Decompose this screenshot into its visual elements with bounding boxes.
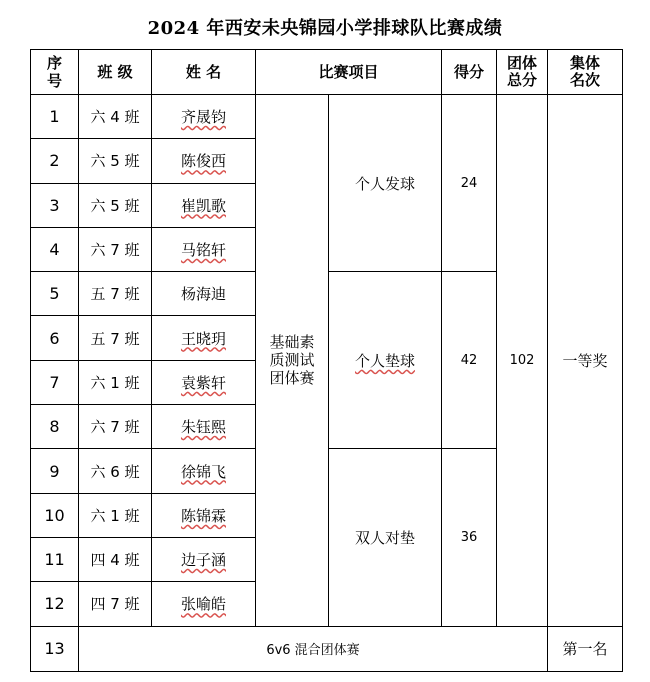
header-row bbox=[31, 50, 623, 95]
name-cell bbox=[152, 316, 256, 360]
header-team-total-text: 团体 总分 bbox=[507, 54, 538, 89]
name-cell bbox=[152, 227, 256, 271]
header-rank bbox=[548, 50, 623, 95]
name-cell bbox=[152, 405, 256, 449]
seq-cell: 1 bbox=[31, 95, 79, 139]
header-seq-text: 序 号 bbox=[46, 54, 62, 90]
student-name: 袁紫轩 bbox=[180, 373, 226, 392]
event-group-text: 基础素 质测试 团体赛 bbox=[269, 333, 315, 388]
page-title: 2024 年西安未央锦园小学排球队比赛成绩 bbox=[147, 18, 503, 39]
seq-cell: 3 bbox=[31, 183, 79, 227]
name-cell bbox=[152, 360, 256, 404]
event-group-cell bbox=[256, 95, 329, 627]
student-name: 张喻皓 bbox=[180, 595, 226, 614]
student-name: 陈锦霖 bbox=[180, 506, 226, 525]
seq-cell: 7 bbox=[31, 360, 79, 404]
header-rank-text: 集体 名次 bbox=[570, 54, 601, 89]
team-total-cell: 102 bbox=[497, 95, 548, 627]
class-cell: 六 5 班 bbox=[79, 139, 152, 183]
seq-cell: 2 bbox=[31, 139, 79, 183]
score-cell: 36 bbox=[442, 449, 497, 626]
name-cell bbox=[152, 139, 256, 183]
group-rank-cell: 一等奖 bbox=[548, 95, 623, 627]
seq-cell: 11 bbox=[31, 537, 79, 581]
class-cell: 六 7 班 bbox=[79, 405, 152, 449]
student-name: 齐晟钧 bbox=[180, 108, 226, 127]
student-name: 马铭轩 bbox=[180, 241, 226, 260]
score-cell: 24 bbox=[442, 95, 497, 272]
seq-cell: 8 bbox=[31, 405, 79, 449]
seq-cell: 4 bbox=[31, 227, 79, 271]
sub-event-cell: 个人发球 bbox=[329, 95, 442, 272]
team-match-rank-cell: 第一名 bbox=[548, 626, 623, 671]
student-name: 徐锦飞 bbox=[180, 462, 226, 481]
student-name: 王晓玥 bbox=[180, 329, 226, 348]
class-cell: 六 7 班 bbox=[79, 227, 152, 271]
class-cell: 五 7 班 bbox=[79, 316, 152, 360]
class-cell: 六 4 班 bbox=[79, 95, 152, 139]
sub-event-cell bbox=[329, 272, 442, 449]
table-row bbox=[31, 95, 623, 139]
header-name: 姓 名 bbox=[152, 50, 256, 95]
seq-cell: 13 bbox=[31, 626, 79, 671]
results-table bbox=[30, 49, 623, 672]
class-cell: 六 1 班 bbox=[79, 360, 152, 404]
name-cell bbox=[152, 537, 256, 581]
seq-cell: 10 bbox=[31, 493, 79, 537]
class-cell: 六 1 班 bbox=[79, 493, 152, 537]
class-cell: 四 4 班 bbox=[79, 537, 152, 581]
seq-cell: 12 bbox=[31, 582, 79, 626]
name-cell bbox=[152, 272, 256, 316]
name-cell bbox=[152, 449, 256, 493]
name-cell bbox=[152, 183, 256, 227]
team-match-event-cell: 6v6 混合团体赛 bbox=[79, 626, 548, 671]
seq-cell: 5 bbox=[31, 272, 79, 316]
header-class: 班 级 bbox=[79, 50, 152, 95]
header-event: 比赛项目 bbox=[256, 50, 442, 95]
student-name: 朱钰熙 bbox=[180, 418, 226, 437]
student-name: 崔凯歌 bbox=[180, 196, 226, 215]
table-row-team-match bbox=[31, 626, 623, 671]
seq-cell: 6 bbox=[31, 316, 79, 360]
name-cell bbox=[152, 493, 256, 537]
student-name: 杨海迪 bbox=[180, 285, 226, 304]
class-cell: 五 7 班 bbox=[79, 272, 152, 316]
score-cell: 42 bbox=[442, 272, 497, 449]
header-team-total bbox=[497, 50, 548, 95]
sub-event-name: 个人垫球 bbox=[355, 351, 416, 370]
seq-cell: 9 bbox=[31, 449, 79, 493]
sub-event-cell: 双人对垫 bbox=[329, 449, 442, 626]
student-name: 陈俊西 bbox=[180, 152, 226, 171]
class-cell: 六 6 班 bbox=[79, 449, 152, 493]
header-seq bbox=[31, 50, 79, 95]
name-cell bbox=[152, 582, 256, 626]
name-cell bbox=[152, 95, 256, 139]
class-cell: 四 7 班 bbox=[79, 582, 152, 626]
class-cell: 六 5 班 bbox=[79, 183, 152, 227]
student-name: 边子涵 bbox=[180, 551, 226, 570]
header-score: 得分 bbox=[442, 50, 497, 95]
